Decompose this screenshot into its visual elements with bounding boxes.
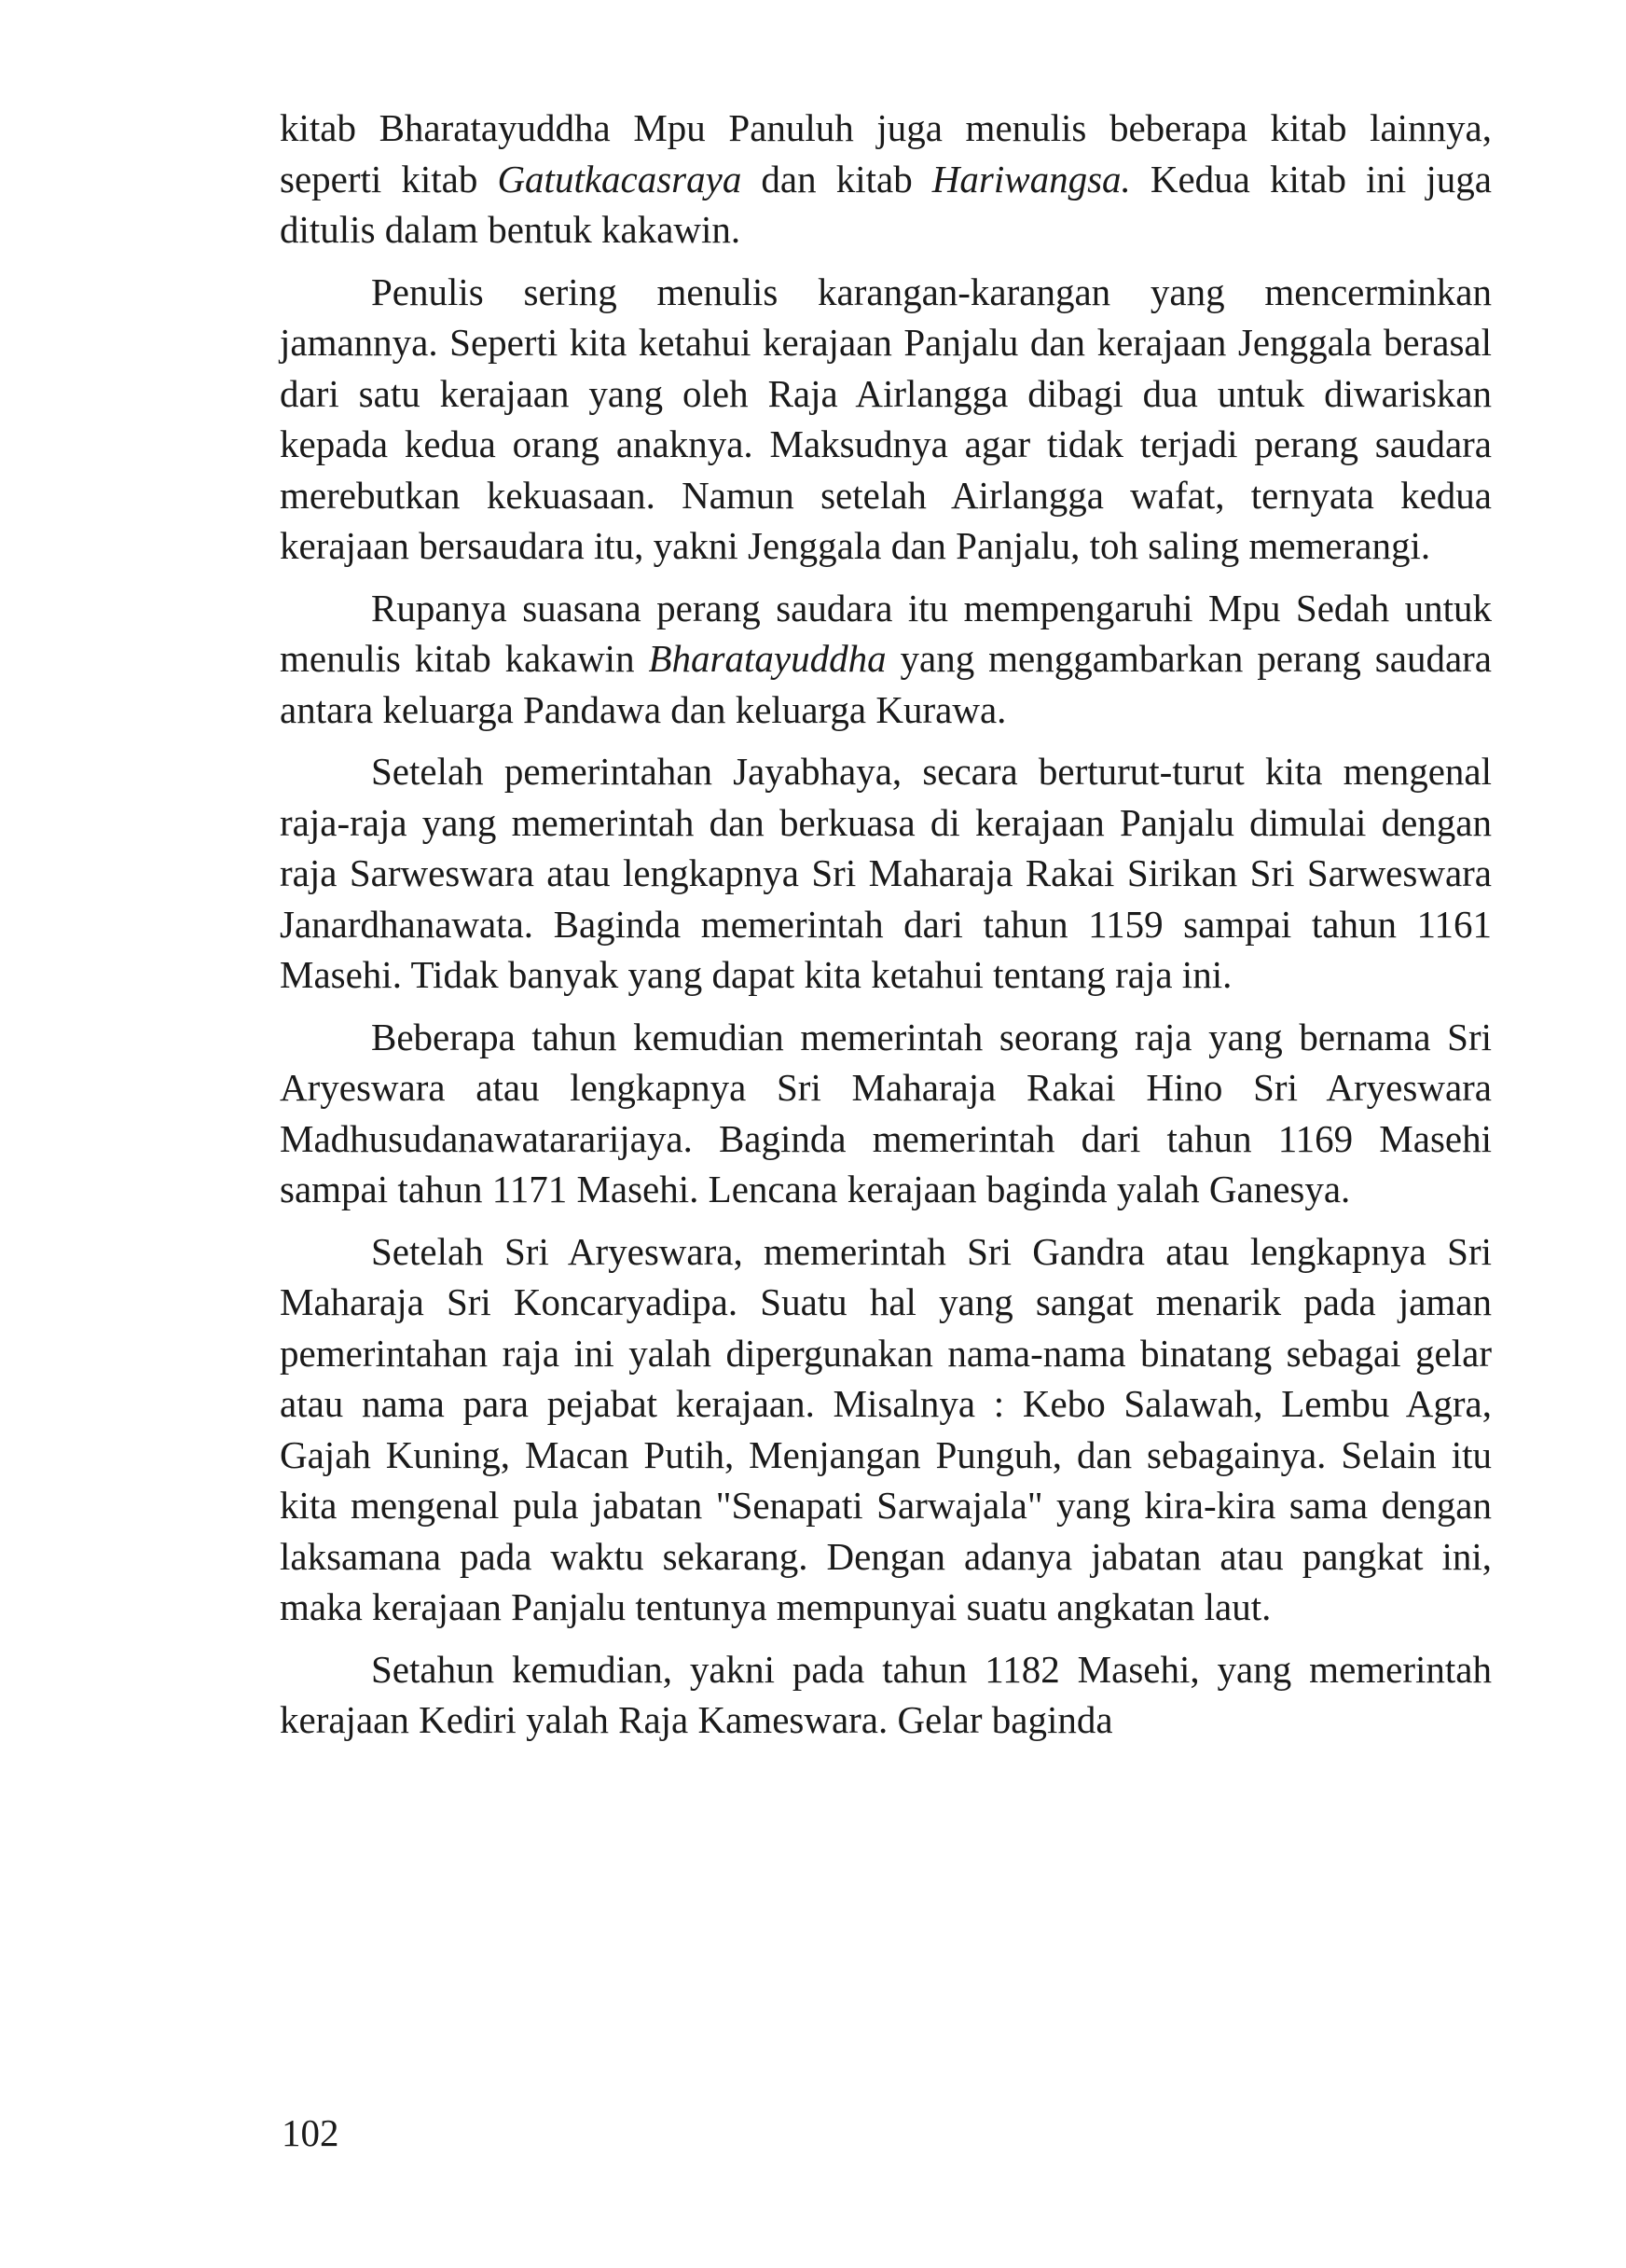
paragraph-3 bbox=[280, 583, 1492, 736]
text-segment: Setelah Sri Aryeswara, memerintah Sri Gandra atau lengkapnya Sri Maharaja Sri Koncaryadipa. Suatu hal yang sangat menarik pada jaman pemerintahan raja ini yalah dipergunakan nama-nama binatang sebagai gelar atau nama para pejabat kerajaan. Misalnya : Kebo Salawah, Lembu Agra, Gajah Kuning, Macan Putih, Menjangan Punguh, dan sebagainya. Selain itu kita mengenal pula jabatan "Senapati Sarwajala" yang kira-kira sama dengan laksamana pada waktu sekarang. Dengan adanya jabatan atau pangkat ini, maka kerajaan Panjalu tentunya mempunyai suatu angkatan laut. bbox=[280, 1229, 1492, 1628]
text-segment: dan kitab bbox=[741, 157, 932, 201]
text-segment: Setelah pemerintahan Jayabhaya, secara berturut-turut kita mengenal raja-raja yang memerintah dan berkuasa di kerajaan Panjalu dimulai dengan raja Sarweswara atau lengkapnya Sri Maharaja Rakai Sirikan Sri Sarweswara Janardhanawata. Baginda memerintah dari tahun 1159 sampai tahun 1161 Masehi. Tidak banyak yang dapat kita ketahui tentang raja ini. bbox=[280, 750, 1492, 996]
text-segment: yang menggambarkan perang saudara antara keluarga Pandawa dan keluarga Kurawa. bbox=[280, 637, 1492, 731]
book-title-hariwangsa: Hariwangsa. bbox=[931, 157, 1131, 201]
book-title-gatutkacasraya: Gatutkacasraya bbox=[497, 157, 742, 201]
page-body bbox=[280, 103, 1492, 1757]
text-segment: Penulis sering menulis karangan-karangan yang mencerminkan jamannya. Seperti kita ketahui kerajaan Panjalu dan kerajaan Jenggala berasal dari satu kerajaan yang oleh Raja Airlangga dibagi dua untuk diwariskan kepada kedua orang anaknya. Maksudnya agar tidak terjadi perang saudara merebutkan kekuasaan. Namun setelah Airlangga wafat, ternyata kedua kerajaan bersaudara itu, yakni Jenggala dan Panjalu, toh saling memerangi. bbox=[280, 270, 1492, 567]
text-segment: kitab Bharatayuddha Mpu Panuluh juga menulis beberapa kitab lainnya, seperti kitab bbox=[280, 106, 1492, 201]
paragraph-2 bbox=[280, 267, 1492, 572]
paragraph-4 bbox=[280, 746, 1492, 1001]
paragraph-5 bbox=[280, 1012, 1492, 1215]
page-number: 102 bbox=[282, 2111, 339, 2154]
paragraph-7 bbox=[280, 1644, 1492, 1746]
paragraph-1 bbox=[280, 103, 1492, 256]
text-segment: Setahun kemudian, yakni pada tahun 1182 Masehi, yang memerintah kerajaan Kediri yalah Raja Kameswara. Gelar baginda bbox=[280, 1647, 1492, 1741]
text-segment: Kedua kitab ini juga ditulis dalam bentuk kakawin. bbox=[280, 157, 1492, 251]
text-segment: Beberapa tahun kemudian memerintah seorang raja yang bernama Sri Aryeswara atau lengkapnya Sri Maharaja Rakai Hino Sri Aryeswara Madhusudanawatararijaya. Baginda memerintah dari tahun 1169 Masehi sampai tahun 1171 Masehi. Lencana kerajaan baginda yalah Ganesya. bbox=[280, 1015, 1492, 1210]
paragraph-6 bbox=[280, 1226, 1492, 1633]
book-title-bharatayuddha: Bharatayuddha bbox=[648, 637, 887, 680]
text-segment: Rupanya suasana perang saudara itu mempengaruhi Mpu Sedah untuk menulis kitab kakawin bbox=[280, 586, 1492, 680]
